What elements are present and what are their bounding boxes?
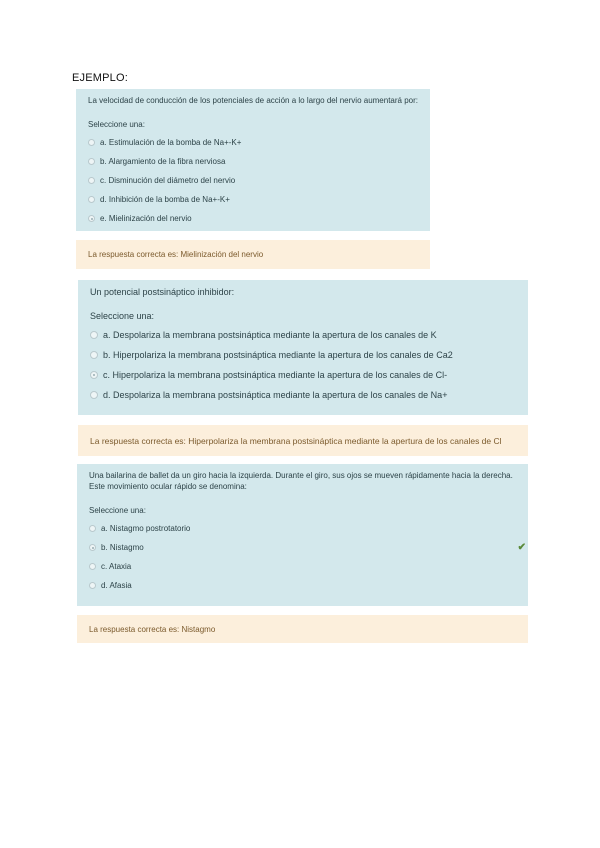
radio-button[interactable] — [90, 391, 98, 399]
question-2-feedback — [78, 425, 528, 456]
option-b[interactable] — [88, 152, 420, 171]
radio-button[interactable] — [88, 158, 95, 165]
option-a[interactable] — [89, 519, 518, 538]
option-label: b. Hiperpolariza la membrana postsináptica mediante la apertura de los canales de Ca2 — [103, 350, 453, 360]
option-d[interactable] — [90, 385, 518, 405]
option-label: d. Inhibición de la bomba de Na+-K+ — [100, 195, 230, 204]
feedback-text: La respuesta correcta es: Mielinización del nervio — [88, 250, 264, 259]
question-text: Una bailarina de ballet da un giro hacia la izquierda. Durante el giro, sus ojos se mueven rápidamente hacia la derecha. Este movimiento ocular rápido se denomina: — [89, 471, 513, 491]
option-label: c. Ataxia — [101, 562, 132, 571]
option-label: b. Alargamiento de la fibra nerviosa — [100, 157, 226, 166]
feedback-text: La respuesta correcta es: Hiperpolariza la membrana postsináptica mediante la apertura de los canales de Cl — [90, 435, 502, 446]
radio-button[interactable] — [89, 525, 96, 532]
option-label: c. Hiperpolariza la membrana postsináptica mediante la apertura de los canales de Cl- — [103, 370, 448, 380]
option-label: d. Despolariza la membrana postsináptica mediante la apertura de los canales de Na+ — [103, 390, 448, 400]
question-text: La velocidad de conducción de los potenciales de acción a lo largo del nervio aumentará por: — [88, 96, 418, 105]
option-label: a. Nistagmo postrotatorio — [101, 524, 191, 533]
radio-button-selected[interactable] — [88, 215, 95, 222]
select-prompt: Seleccione una: — [88, 120, 145, 129]
option-e[interactable] — [88, 209, 420, 228]
correct-check-icon: ✔ — [517, 542, 526, 553]
option-c[interactable] — [88, 171, 420, 190]
question-1-box — [76, 89, 430, 231]
question-3-box — [77, 464, 528, 606]
option-label: a. Despolariza la membrana postsináptica mediante la apertura de los canales de K — [103, 330, 437, 340]
option-d[interactable] — [89, 576, 518, 595]
radio-button[interactable] — [90, 351, 98, 359]
radio-button[interactable] — [88, 177, 95, 184]
radio-button[interactable] — [89, 582, 96, 589]
radio-button[interactable] — [88, 196, 95, 203]
option-label: e. Mielinización del nervio — [100, 214, 192, 223]
option-c[interactable] — [89, 557, 518, 576]
radio-button-selected[interactable] — [89, 544, 96, 551]
radio-button[interactable] — [88, 139, 95, 146]
option-label: a. Estimulación de la bomba de Na+-K+ — [100, 138, 242, 147]
select-prompt: Seleccione una: — [89, 506, 146, 515]
question-3-feedback — [77, 615, 528, 643]
option-label: b. Nistagmo — [101, 543, 144, 552]
feedback-text: La respuesta correcta es: Nistagmo — [89, 624, 216, 634]
option-a[interactable] — [88, 133, 420, 152]
select-prompt: Seleccione una: — [90, 311, 155, 321]
radio-button[interactable] — [90, 331, 98, 339]
page-heading: EJEMPLO: — [72, 72, 129, 84]
option-d[interactable] — [88, 190, 420, 209]
question-2-box — [78, 280, 528, 415]
option-label: c. Disminución del diámetro del nervio — [100, 176, 236, 185]
option-label: d. Afasia — [101, 581, 132, 590]
option-b[interactable] — [90, 345, 518, 365]
option-a[interactable] — [90, 325, 518, 345]
question-text: Un potencial postsináptico inhibidor: — [90, 287, 235, 297]
option-b[interactable] — [89, 538, 518, 557]
option-c[interactable] — [90, 365, 518, 385]
radio-button-selected[interactable] — [90, 371, 98, 379]
radio-button[interactable] — [89, 563, 96, 570]
question-1-feedback — [76, 240, 430, 269]
